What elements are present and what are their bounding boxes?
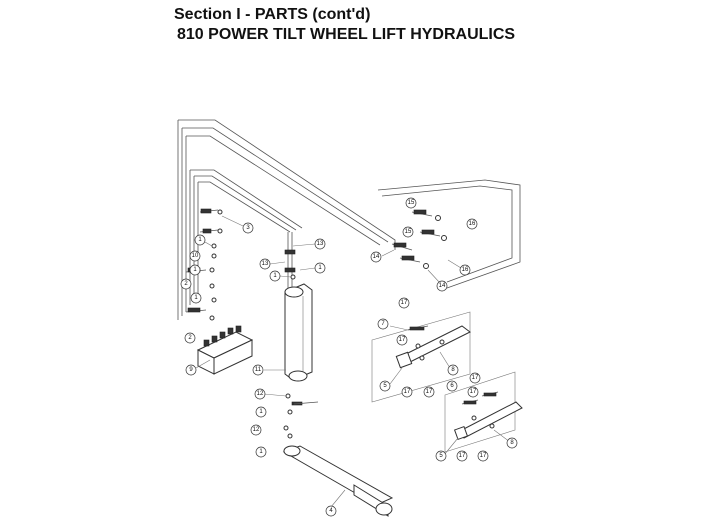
svg-text:14: 14 xyxy=(438,283,446,289)
svg-text:5: 5 xyxy=(439,453,443,459)
callout xyxy=(371,252,381,262)
callout xyxy=(397,335,407,345)
callout xyxy=(507,438,517,448)
lower-right-cylinder xyxy=(455,392,522,439)
callout xyxy=(399,298,409,308)
callout xyxy=(447,381,457,391)
svg-text:5: 5 xyxy=(383,383,387,389)
callout xyxy=(406,198,416,208)
svg-text:12: 12 xyxy=(256,391,264,397)
svg-text:3: 3 xyxy=(246,225,250,231)
svg-text:2: 2 xyxy=(188,335,192,341)
callout xyxy=(326,506,336,516)
control-valve-bank xyxy=(198,326,252,374)
callout xyxy=(186,365,196,375)
upper-right-cylinder xyxy=(396,326,470,368)
svg-text:7: 7 xyxy=(381,321,385,327)
callout xyxy=(270,271,280,281)
svg-text:13: 13 xyxy=(316,241,324,247)
callout xyxy=(195,235,205,245)
callout xyxy=(256,447,266,457)
svg-text:9: 9 xyxy=(189,367,193,373)
svg-text:1: 1 xyxy=(193,267,197,273)
svg-text:11: 11 xyxy=(254,367,262,373)
callout xyxy=(190,251,200,261)
cylinder-pin-fittings xyxy=(284,394,318,438)
svg-text:1: 1 xyxy=(273,273,277,279)
callout xyxy=(256,407,266,417)
callout xyxy=(255,389,265,399)
svg-text:15: 15 xyxy=(407,200,415,206)
section-title: Section I - PARTS (cont'd) xyxy=(174,6,371,23)
svg-text:17: 17 xyxy=(479,453,487,459)
callout xyxy=(424,387,434,397)
callout xyxy=(402,387,412,397)
diagram-title: 810 POWER TILT WHEEL LIFT HYDRAULICS xyxy=(177,26,516,43)
callout xyxy=(467,219,477,229)
svg-text:15: 15 xyxy=(404,229,412,235)
callout xyxy=(448,365,458,375)
svg-text:14: 14 xyxy=(372,254,380,260)
callout xyxy=(190,265,200,275)
svg-text:1: 1 xyxy=(259,409,263,415)
callout xyxy=(378,319,388,329)
callout xyxy=(478,451,488,461)
right-upper-fittings xyxy=(392,210,447,269)
callout-leaders xyxy=(196,216,510,507)
left-fittings xyxy=(186,209,222,320)
svg-text:17: 17 xyxy=(398,337,406,343)
callout xyxy=(181,279,191,289)
svg-text:16: 16 xyxy=(461,267,469,273)
callout xyxy=(243,223,253,233)
svg-text:1: 1 xyxy=(259,449,263,455)
svg-text:13: 13 xyxy=(261,261,269,267)
svg-text:17: 17 xyxy=(469,389,477,395)
svg-text:1: 1 xyxy=(194,295,198,301)
svg-text:8: 8 xyxy=(451,367,455,373)
callout xyxy=(436,451,446,461)
svg-text:1: 1 xyxy=(318,265,322,271)
svg-text:6: 6 xyxy=(450,383,454,389)
callout xyxy=(470,373,480,383)
callout xyxy=(437,281,447,291)
cylinder-subassembly-frames xyxy=(372,312,515,452)
svg-text:2: 2 xyxy=(184,281,188,287)
callout xyxy=(460,265,470,275)
svg-text:4: 4 xyxy=(329,508,333,514)
callout xyxy=(191,293,201,303)
tilt-cylinder xyxy=(284,446,392,516)
svg-text:12: 12 xyxy=(252,427,260,433)
svg-text:17: 17 xyxy=(458,453,466,459)
callout xyxy=(185,333,195,343)
callout xyxy=(253,365,263,375)
svg-text:16: 16 xyxy=(468,221,476,227)
svg-text:17: 17 xyxy=(400,300,408,306)
svg-text:17: 17 xyxy=(471,375,479,381)
lift-cylinder xyxy=(285,232,312,381)
callout xyxy=(260,259,270,269)
callout xyxy=(251,425,261,435)
callout xyxy=(468,387,478,397)
svg-text:17: 17 xyxy=(403,389,411,395)
callout xyxy=(315,239,325,249)
callout xyxy=(457,451,467,461)
svg-text:17: 17 xyxy=(425,389,433,395)
svg-text:1: 1 xyxy=(198,237,202,243)
callout xyxy=(403,227,413,237)
callout xyxy=(380,381,390,391)
svg-text:10: 10 xyxy=(191,253,199,259)
callout xyxy=(315,263,325,273)
svg-text:8: 8 xyxy=(510,440,514,446)
